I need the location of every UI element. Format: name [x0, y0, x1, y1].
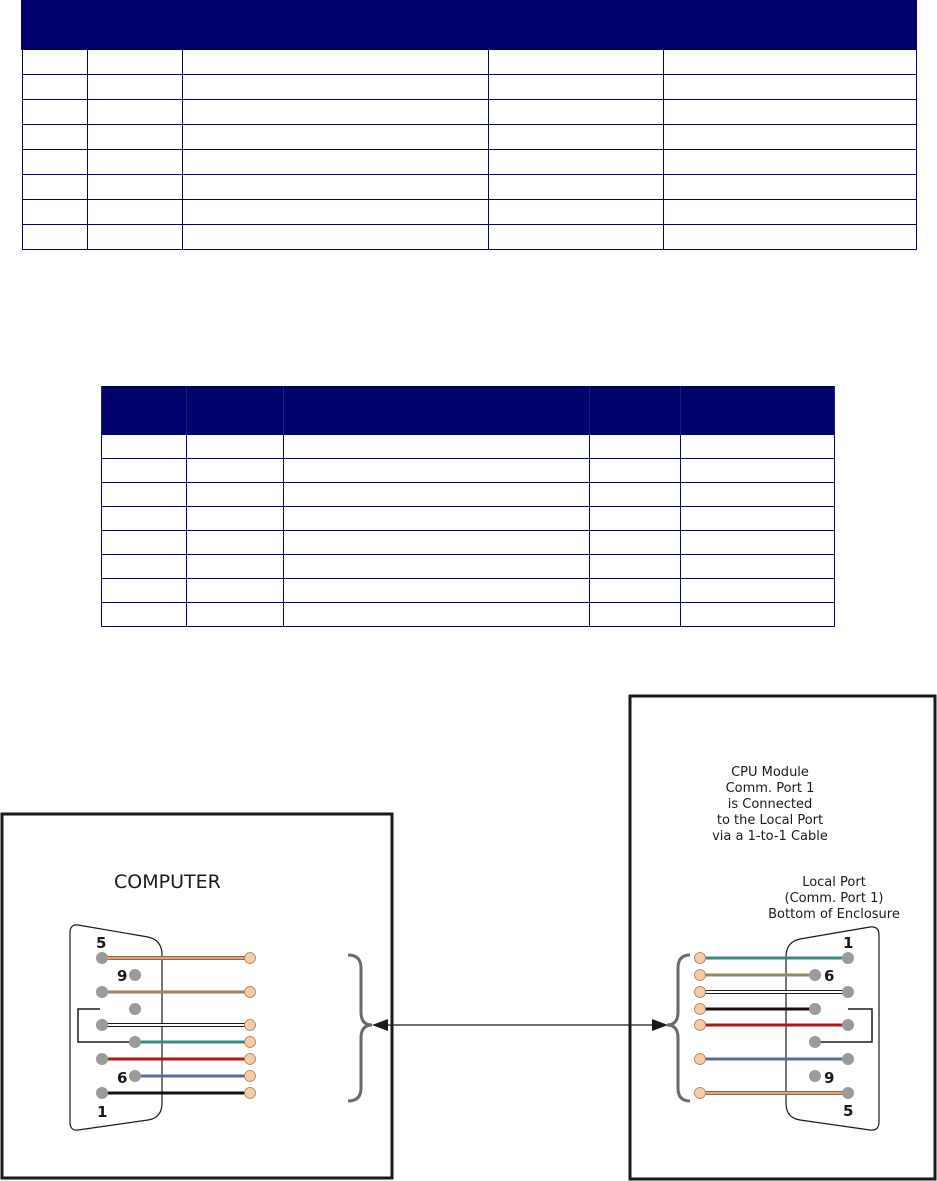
pin — [842, 952, 854, 964]
pin-label-6: 6 — [824, 967, 835, 985]
computer-box — [2, 814, 392, 1178]
db9-connector-left — [70, 925, 162, 1130]
brace-right — [667, 955, 690, 1101]
pin — [842, 986, 854, 998]
wire-end — [695, 970, 706, 981]
pin-label-5: 5 — [843, 1102, 854, 1120]
computer-box-frame — [2, 814, 392, 1178]
wire-end — [695, 1004, 706, 1015]
pin — [96, 952, 108, 964]
computer-title: COMPUTER — [114, 871, 221, 893]
pin-label-1: 1 — [97, 1103, 108, 1121]
wire-end — [245, 1054, 256, 1065]
wire-end — [245, 1071, 256, 1082]
pin-label-6: 6 — [117, 1069, 128, 1087]
wire-end — [245, 953, 256, 964]
wire-end — [695, 1054, 706, 1065]
pin — [842, 1087, 854, 1099]
pin — [809, 969, 821, 981]
wire-end — [695, 1088, 706, 1099]
pin — [129, 969, 141, 981]
pin — [96, 1019, 108, 1031]
pin — [96, 1087, 108, 1099]
pin-label-9: 9 — [117, 967, 128, 985]
pin — [809, 1003, 821, 1015]
pin — [96, 1053, 108, 1065]
pin-label-1: 1 — [843, 934, 854, 952]
wire-end — [245, 987, 256, 998]
pin-label-5: 5 — [96, 934, 107, 952]
cpu-desc-line: via a 1-to-1 Cable — [712, 829, 828, 844]
port-label-line: (Comm. Port 1) — [784, 891, 884, 906]
pin — [129, 1036, 141, 1048]
pin — [129, 1003, 141, 1015]
wire-end — [245, 1020, 256, 1031]
port-label-line: Local Port — [802, 875, 866, 890]
wire-end — [695, 987, 706, 998]
pin — [842, 1019, 854, 1031]
pin-label-9: 9 — [824, 1069, 835, 1087]
cpu-box — [630, 696, 935, 1179]
pin — [842, 1053, 854, 1065]
wire-end — [695, 1020, 706, 1031]
pin — [809, 1036, 821, 1048]
wire-end — [245, 1037, 256, 1048]
arrow-head-left — [372, 1019, 388, 1031]
port-label-line: Bottom of Enclosure — [768, 907, 900, 922]
arrow-head-right — [652, 1019, 668, 1031]
cpu-desc-line: to the Local Port — [716, 813, 824, 828]
cpu-desc-line: CPU Module — [731, 765, 809, 780]
wire-end — [695, 953, 706, 964]
wire-end — [245, 1088, 256, 1099]
pin — [809, 1070, 821, 1082]
pin — [96, 986, 108, 998]
brace-left — [348, 955, 372, 1101]
pin — [129, 1070, 141, 1082]
cpu-desc-line: is Connected — [727, 797, 813, 812]
cpu-desc-line: Comm. Port 1 — [725, 781, 815, 796]
